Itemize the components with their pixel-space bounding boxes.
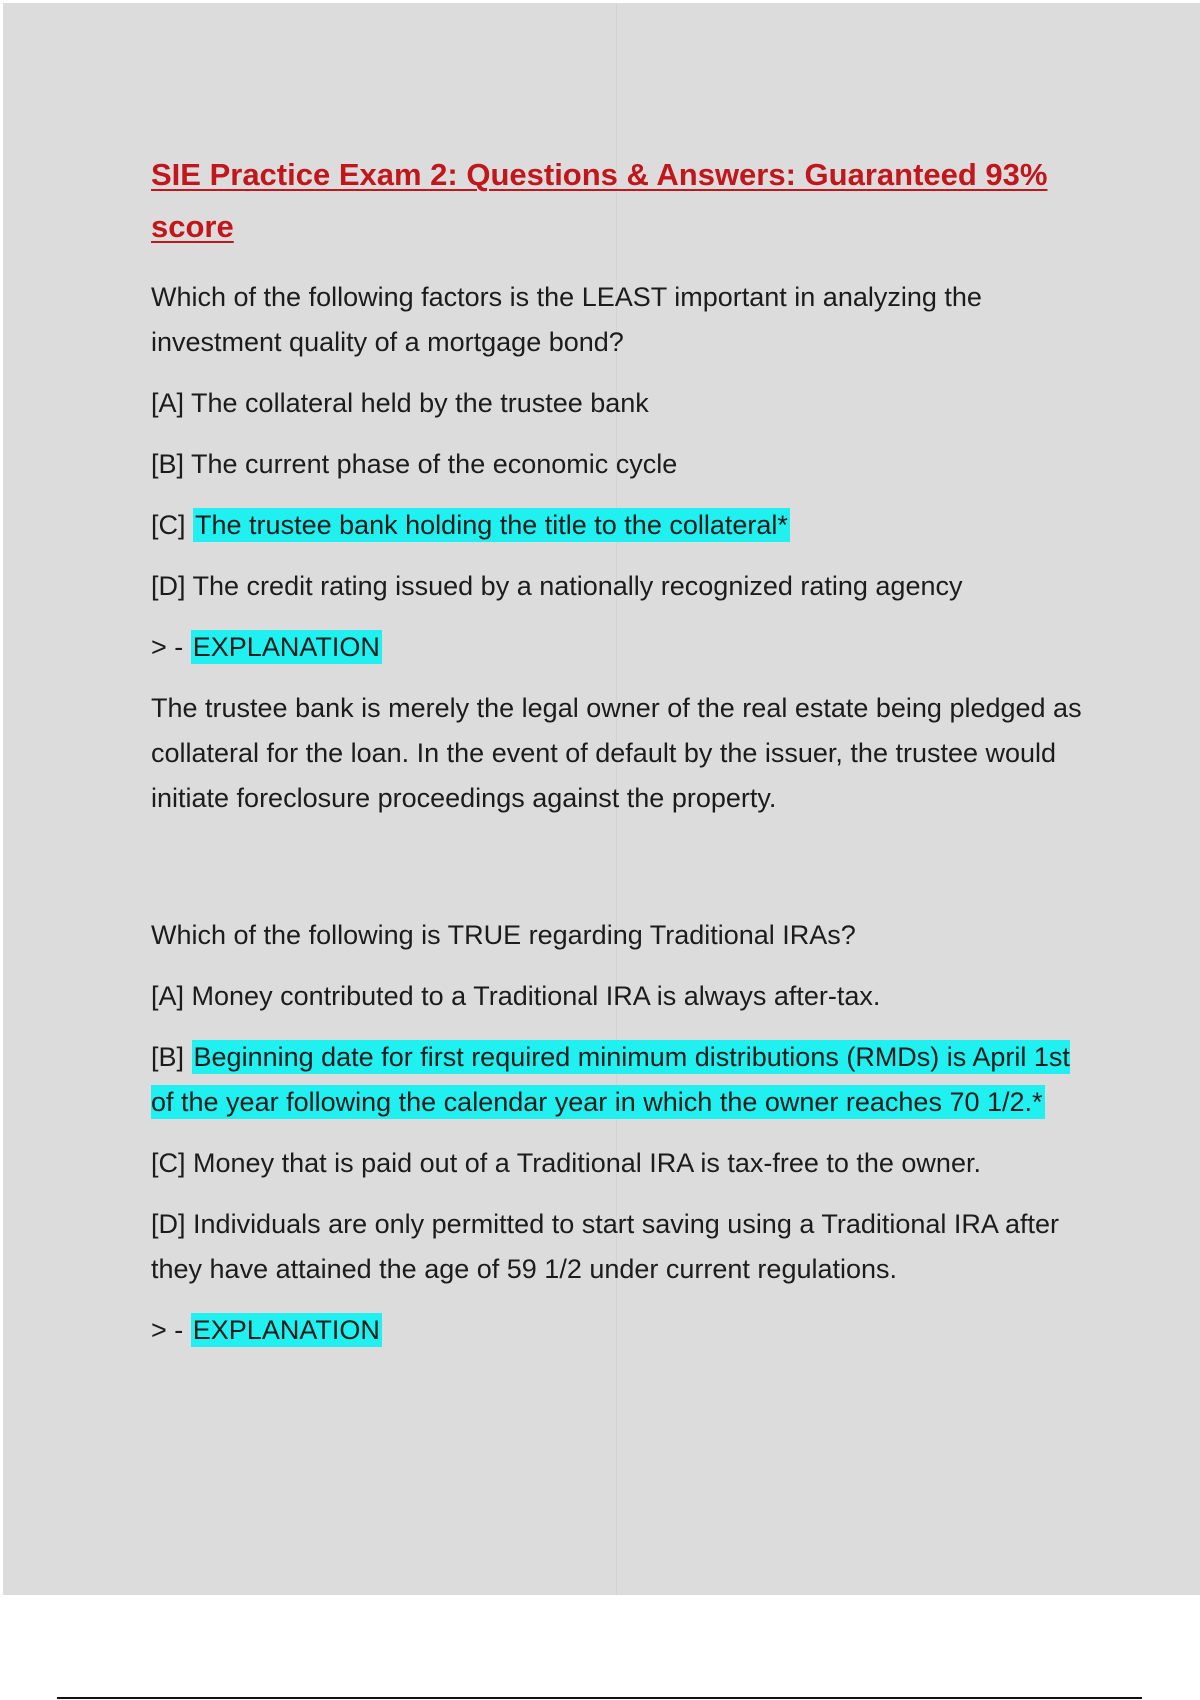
correct-answer-highlight: The trustee bank holding the title to the collateral*	[195, 510, 788, 540]
option-letter: [D]	[151, 571, 186, 601]
question-block-1	[151, 275, 1091, 821]
option-b-correct	[151, 1035, 1091, 1125]
option-letter: [C]	[151, 1148, 186, 1178]
option-text: The credit rating issued by a nationally recognized rating agency	[192, 571, 963, 601]
option-c-correct	[151, 503, 1091, 548]
option-d	[151, 564, 1091, 609]
explanation-text: The trustee bank is merely the legal owner of the real estate being pledged as collateral for the loan. In the event of default by the issuer, the trustee would initiate foreclosure proceedings against the property.	[151, 693, 1082, 813]
footer-rule	[57, 1697, 1142, 1699]
option-text: Individuals are only permitted to start saving using a Traditional IRA after they have attained the age of 59 1/2 under current regulations.	[151, 1209, 1059, 1284]
correct-answer-highlight: Beginning date for first required minimum distributions (RMDs) is April 1st of the year following the calendar year in which the owner reaches 70 1/2.*	[151, 1042, 1070, 1117]
option-text: The collateral held by the trustee bank	[191, 388, 649, 418]
document-title: SIE Practice Exam 2: Questions & Answers: Guaranteed 93% score	[151, 157, 1048, 244]
option-letter: [C]	[151, 510, 186, 540]
question-block-2	[151, 913, 1091, 1353]
option-text: Money that is paid out of a Traditional IRA is tax-free to the owner.	[193, 1148, 981, 1178]
option-a	[151, 381, 1091, 426]
question-text: Which of the following factors is the LEAST important in analyzing the investment quality of a mortgage bond?	[151, 282, 982, 357]
option-letter: [B]	[151, 449, 185, 479]
option-letter: [B]	[151, 1042, 185, 1072]
explanation-prefix: > -	[151, 1315, 184, 1345]
option-letter: [D]	[151, 1209, 186, 1239]
explanation-heading	[151, 1308, 1091, 1353]
explanation-label: EXPLANATION	[192, 632, 380, 662]
explanation-heading	[151, 625, 1091, 670]
option-a	[151, 974, 1091, 1019]
explanation-label: EXPLANATION	[192, 1315, 380, 1345]
option-text: The current phase of the economic cycle	[191, 449, 678, 479]
option-letter: [A]	[151, 388, 185, 418]
document-content	[151, 149, 1091, 1369]
option-c	[151, 1141, 1091, 1186]
option-b	[151, 442, 1091, 487]
question-text: Which of the following is TRUE regarding Traditional IRAs?	[151, 920, 856, 950]
option-text: Money contributed to a Traditional IRA is always after-tax.	[191, 981, 881, 1011]
option-d	[151, 1202, 1091, 1292]
explanation-prefix: > -	[151, 632, 184, 662]
document-page	[3, 3, 1200, 1595]
option-letter: [A]	[151, 981, 185, 1011]
